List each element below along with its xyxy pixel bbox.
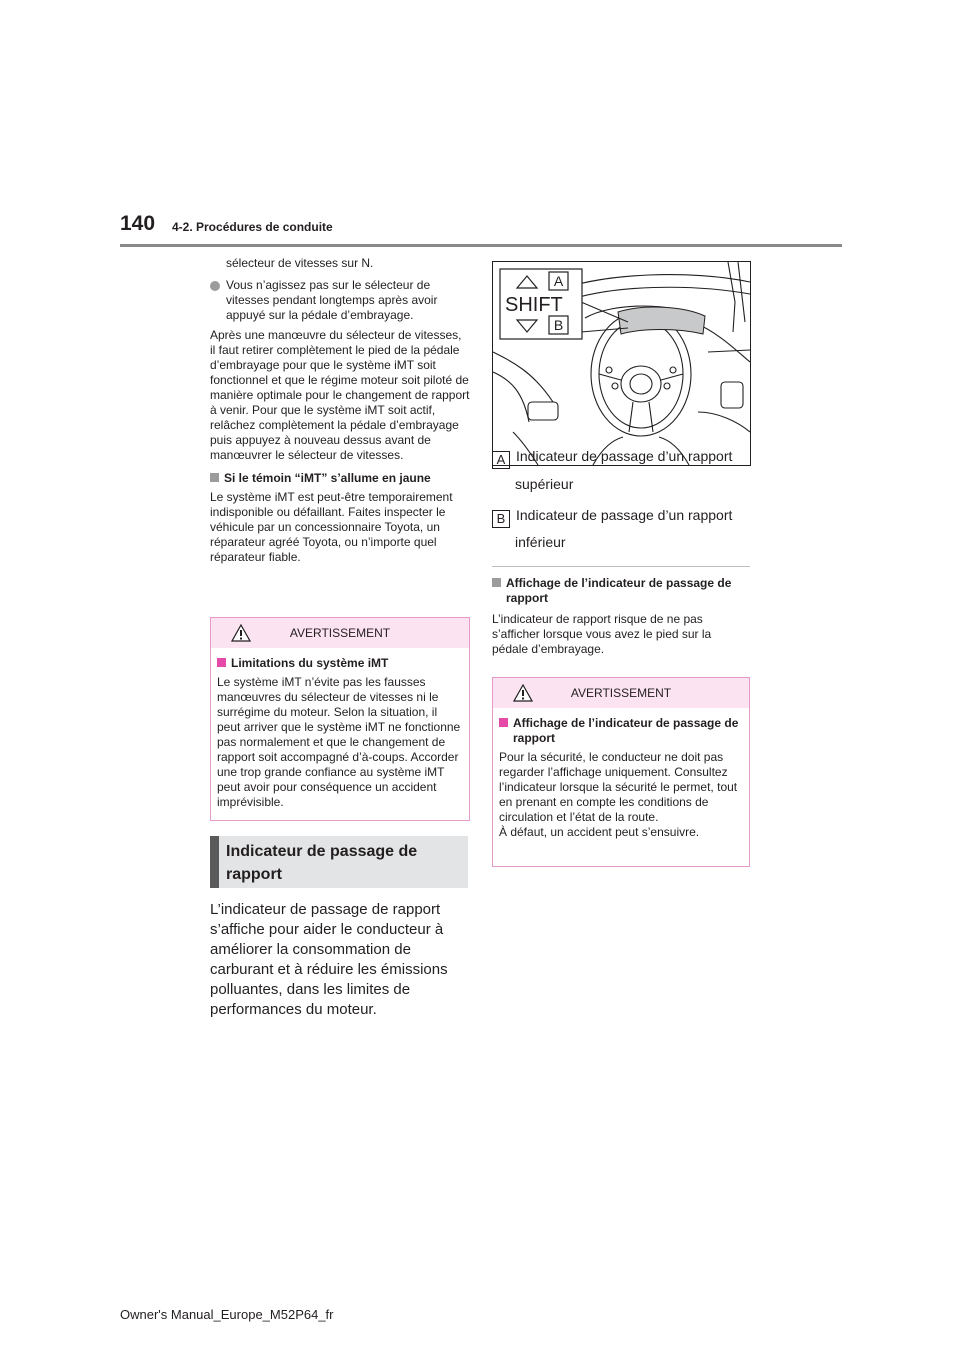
legend-b-letter: B [492,510,510,528]
warning-text-2: À défaut, un accident peut s’ensuivre. [499,825,700,839]
legend-a-letter: A [492,451,510,469]
dashboard-illustration [493,262,750,465]
warning-subhead-text: Affichage de l’indicateur de passage de rapport [513,716,739,745]
legend-b-line2: inférieur [515,534,566,550]
legend-a [492,448,750,469]
warning-subhead [499,716,743,746]
page-number: 140 [120,212,156,235]
warning-subhead-text: Limitations du système iMT [231,656,389,670]
legend-b [492,507,750,528]
subhead-display-text: Affichage de l’indicateur de passage de rapport [506,576,732,605]
subhead-imt-yellow [210,471,470,486]
intro-paragraph: L’indicateur de passage de rapport s’affiche pour aider le conducteur à améliorer la consommation de carburant et à réduire les émissions polluantes, dans les limites de performances du moteur. [210,901,448,1018]
bullet-text: Vous n’agissez pas sur le sélecteur de vitesses pendant longtemps après avoir appuyé sur la pédale d’embrayage. [226,278,438,322]
legend-a-line2: supérieur [515,476,574,492]
legend-divider [492,566,750,567]
warning-triangle-icon [231,624,251,642]
paragraph-imt: Après une manœuvre du sélecteur de vitesses, il faut retirer complètement le pied de la pédale d’embrayage pour que le système iMT soit fonctionnel et que le régime moteur soit piloté de manière optimale pour le changement de rapport à venir. Pour que le système iMT soit actif, relâchez complètement la pédale d’embrayage puis appuyez à nouveau dessus avant de manœuvrer le sélecteur de vitesses. [210,328,470,462]
warning-subhead [217,656,463,671]
shift-text: SHIFT [505,294,563,316]
square-bullet-icon [499,718,508,727]
warning-box-display [492,677,750,867]
heading-bar [210,836,219,888]
subhead-text: Si le témoin “iMT” s’allume en jaune [224,471,431,485]
section-heading [210,836,468,888]
warning-box-imt [210,617,470,821]
right-column-text [492,576,750,657]
warning-body [493,708,749,848]
continued-text: sélecteur de vitesses sur N. [226,256,374,270]
header-rule [120,244,842,247]
section-title: 4-2. Procédures de conduite [172,220,333,234]
footer-manual-id: Owner's Manual_Europe_M52P64_fr [120,1307,334,1322]
paragraph-display: L’indicateur de rapport risque de ne pas s’afficher lorsque vous avez le pied sur la pédale d’embrayage. [492,612,712,656]
subhead-display [492,576,750,606]
shift-indicator-figure [492,261,751,466]
warning-header [493,678,749,708]
square-bullet-icon [492,578,501,587]
bullet-icon [210,281,220,291]
warning-triangle-icon [513,684,533,702]
warning-title: AVERTISSEMENT [289,626,391,640]
left-column-text [210,256,470,565]
figure-label-a: A [553,273,564,289]
warning-body [211,648,469,818]
bullet-item [210,278,470,323]
warning-title: AVERTISSEMENT [570,686,672,700]
warning-header [211,618,469,648]
paragraph-imt-yellow: Le système iMT est peut-être temporairement indisponible ou défaillant. Faites inspecter le véhicule par un concessionnaire Toyota, un réparateur agréé Toyota, ou n’importe quel réparateur fiable. [210,490,453,564]
warning-text: Pour la sécurité, le conducteur ne doit pas regarder l’affichage uniquement. Consultez l’indicateur lorsque la sécurité le permet, tout en prenant en compte les conditions de circulation et l’état de la route. [499,750,738,824]
square-bullet-icon [217,658,226,667]
heading-text: Indicateur de passage de rapport [226,843,418,883]
legend-b-text: Indicateur de passage d’un rapport [516,507,733,523]
warning-text: Le système iMT n’évite pas les fausses manœuvres du sélecteur de vitesses ni le surrégime du moteur. Selon la situation, il peut arriver que le système iMT ne fonctionne pas normalement et que le changement de rapport soit accompagné d’à-coups. Accorder une trop grande confiance au système iMT peut avoir pour conséquence un accident imprévisible. [217,675,461,809]
figure-label-b: B [553,317,564,333]
legend-a-text: Indicateur de passage d’un rapport [516,448,733,464]
square-bullet-icon [210,473,219,482]
